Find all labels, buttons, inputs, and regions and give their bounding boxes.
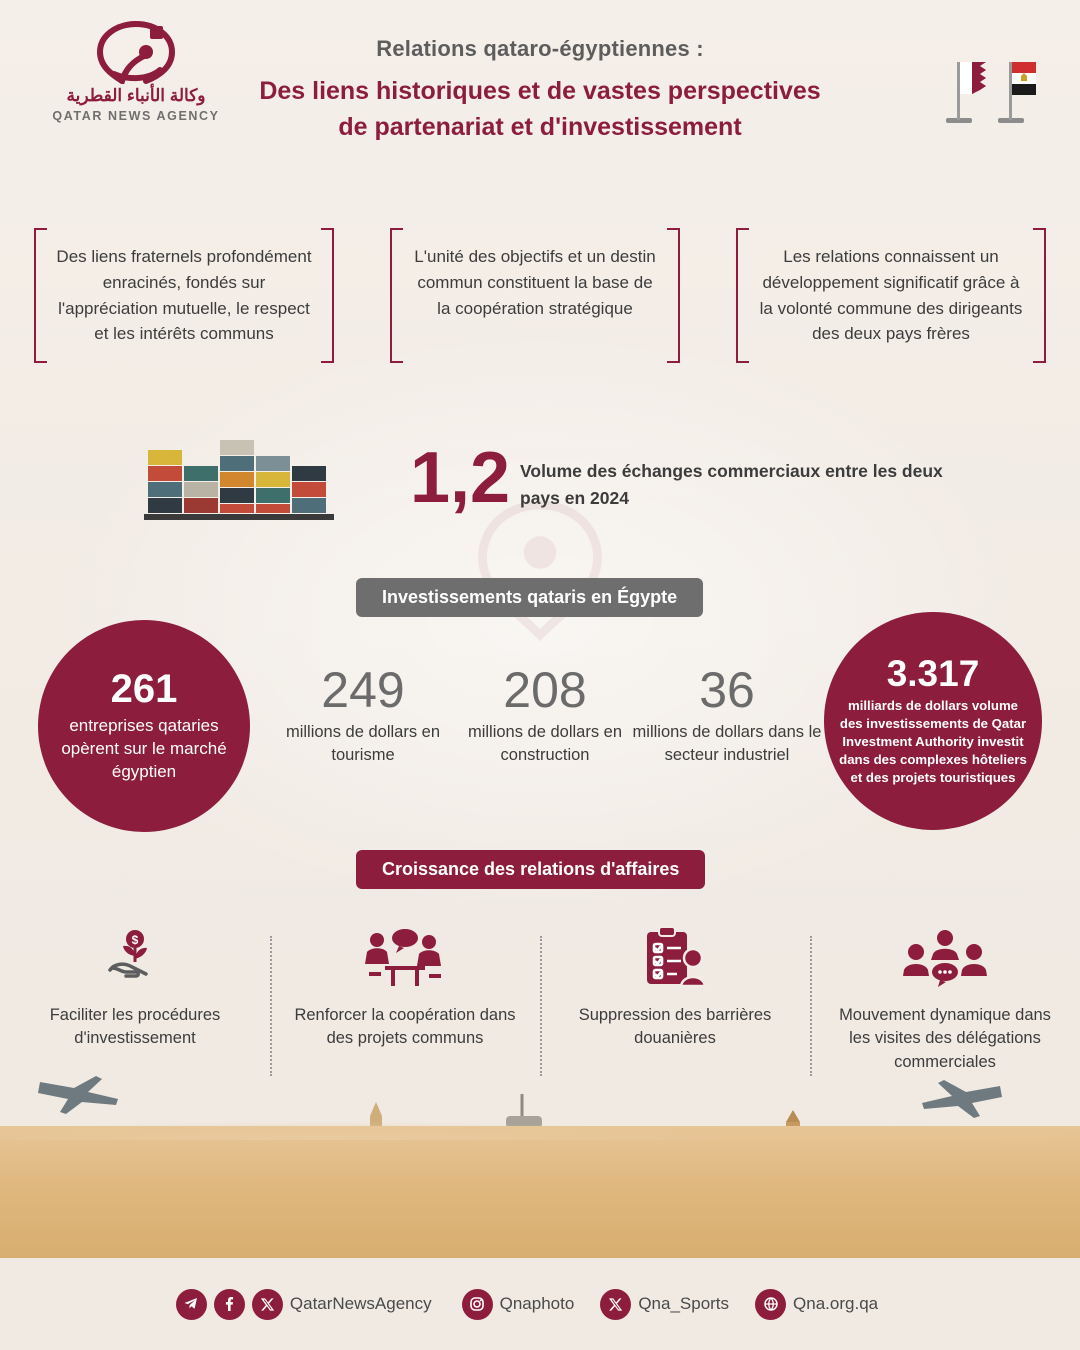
- delegation-group-icon: [828, 920, 1062, 998]
- social-handle-qatarnewsagency[interactable]: QatarNewsAgency: [289, 1294, 432, 1313]
- telegram-icon[interactable]: [176, 1289, 207, 1320]
- x-icon[interactable]: [600, 1289, 631, 1320]
- checklist-person-icon: [558, 920, 792, 998]
- stat-industry: [632, 664, 822, 767]
- quote-row: [34, 228, 1046, 363]
- meeting-cooperation-icon: [288, 920, 522, 998]
- stat-construction-number: 208: [503, 662, 587, 718]
- x-icon[interactable]: [252, 1289, 283, 1320]
- qna-logo-mark: [84, 18, 188, 84]
- stat-circle-companies-text: entreprises qataries opèrent sur le marché égyptien: [61, 716, 227, 781]
- stat-industry-text: millions de dollars dans le secteur industriel: [632, 722, 822, 764]
- stat-tourism-number: 249: [321, 662, 405, 718]
- quote-3: Les relations connaissent un développement significatif grâce à la volonté commune des dirigeants des deux pays frères: [736, 228, 1046, 363]
- stat-circle-companies: [38, 620, 250, 832]
- trade-volume-label: Volume des échanges commerciaux entre les deux pays en 2024: [520, 461, 943, 509]
- landmarks-scene: [0, 1058, 1080, 1258]
- instagram-icon[interactable]: [462, 1289, 493, 1320]
- stat-tourism: [268, 664, 458, 767]
- trade-volume-block: [120, 430, 980, 550]
- egypt-flag: [998, 62, 1036, 123]
- investment-plant-hand-icon: [18, 920, 252, 998]
- social-account-2[interactable]: [462, 1289, 601, 1320]
- stats-row: [0, 612, 1080, 842]
- quote-2: L'unité des objectifs et un destin commun constituent la base de la coopération stratégique: [390, 228, 680, 363]
- page-headline: [250, 36, 830, 145]
- shipping-containers-icon: [140, 430, 380, 530]
- stat-circle-qia: [824, 612, 1042, 830]
- social-account-1[interactable]: [176, 1289, 462, 1320]
- stat-circle-qia-number: 3.317: [886, 653, 980, 695]
- footer-social-bar: [0, 1258, 1080, 1350]
- social-handle-qna-sports[interactable]: Qna_Sports: [638, 1294, 730, 1313]
- qna-logo: [36, 18, 236, 123]
- growth-item-3-text: Suppression des barrières douanières: [578, 1006, 772, 1048]
- social-handle-website[interactable]: Qna.org.qa: [793, 1294, 879, 1313]
- trade-volume-number: 1,2: [410, 438, 511, 518]
- headline-kicker: Relations qataro-égyptiennes :: [376, 36, 704, 61]
- logo-name-english: QATAR NEWS AGENCY: [52, 109, 220, 123]
- stat-construction: [450, 664, 640, 767]
- growth-item-4-text: Mouvement dynamique dans les visites des délégations commerciales: [839, 1006, 1051, 1071]
- flags-group: [932, 36, 1042, 146]
- social-account-3[interactable]: [600, 1289, 755, 1320]
- airplane-left-icon: [38, 1076, 118, 1114]
- facebook-icon[interactable]: [214, 1289, 245, 1320]
- globe-icon[interactable]: [755, 1289, 786, 1320]
- social-account-4[interactable]: [755, 1289, 904, 1320]
- growth-item-2-text: Renforcer la coopération dans des projets communs: [294, 1006, 516, 1048]
- quote-1: Des liens fraternels profondément enracinés, fondés sur l'appréciation mutuelle, le respect et les intérêts communs: [34, 228, 334, 363]
- stat-construction-text: millions de dollars en construction: [467, 722, 623, 764]
- stat-circle-qia-text: milliards de dollars volume des investissements de Qatar Investment Authority investit dans des complexes hôteliers et des projets touristiques: [839, 698, 1027, 785]
- page-title: Des liens historiques et de vastes perspectives de partenariat et d'investissement: [259, 77, 821, 141]
- logo-name-arabic: وكالة الأنباء القطرية: [66, 86, 206, 105]
- stat-circle-companies-number: 261: [110, 667, 178, 712]
- sand-foreground: [0, 1126, 1080, 1258]
- stat-tourism-text: millions de dollars en tourisme: [285, 722, 441, 764]
- section-chip-growth: Croissance des relations d'affaires: [356, 850, 705, 889]
- growth-item-1-text: Faciliter les procédures d'investissement: [49, 1006, 221, 1048]
- stat-industry-number: 36: [699, 662, 755, 718]
- section-chip-investments: Investissements qataris en Égypte: [356, 578, 703, 617]
- svg-text:$: $: [131, 933, 139, 947]
- social-handle-qnaphoto[interactable]: Qnaphoto: [499, 1294, 575, 1313]
- qatar-flag: [946, 62, 986, 123]
